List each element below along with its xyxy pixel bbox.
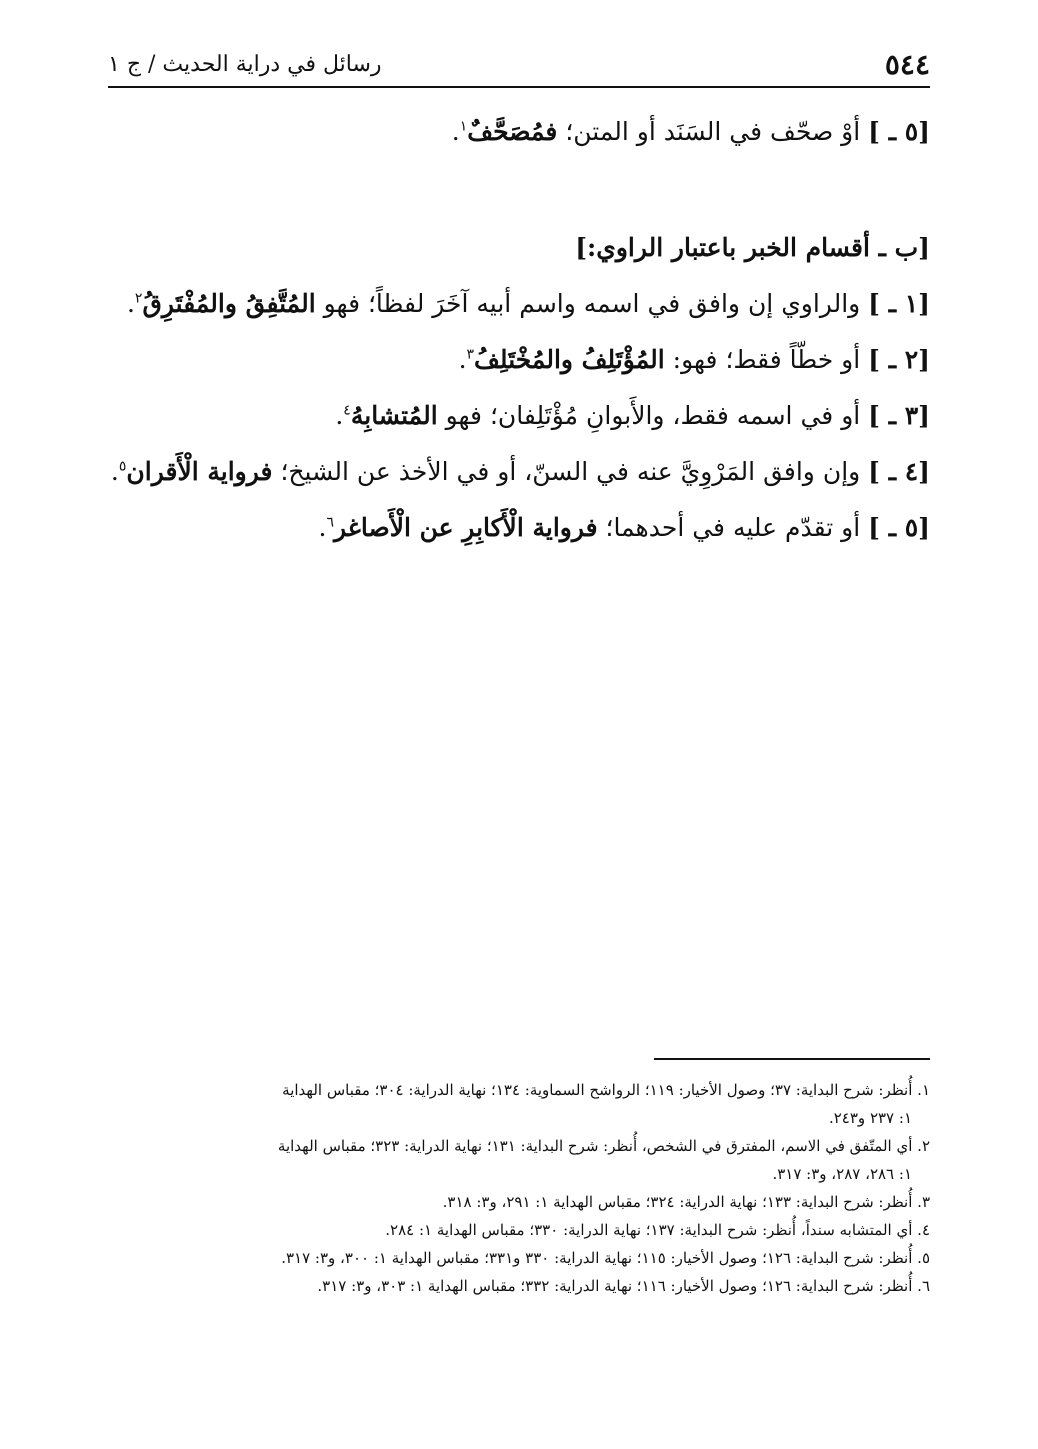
main-text [108,104,930,556]
footnote [108,1244,930,1272]
section-heading: [ب ـ أقسام الخبر باعتبار الراوي:] [575,233,930,262]
item-text: وإن وافق المَرْوِيَّ عنه في السنّ، أو في الأخذ عن الشيخ؛ [272,457,869,486]
line-end: . [126,289,135,318]
item-text: والراوي إن وافق في اسمه واسم أبيه آخَرَ لفظاً؛ فهو [315,289,869,318]
book-title: رسائل في دراية الحديث / ج ١ [108,51,382,77]
item-text: أو في اسمه فقط، والأَبوانِ مُؤْتَلِفان؛ فهو [437,401,869,430]
running-head [108,44,930,84]
text-line [108,500,930,556]
footnote [108,1216,930,1244]
footnotes [108,1076,930,1300]
item-number: [٥ ـ ] [868,117,930,146]
header-rule [108,86,930,88]
term: المُتشابِهُ [350,401,438,430]
line-end: . [110,457,119,486]
term: المُتَّفِقُ والمُفْتَرِقُ [142,289,316,318]
term: فرواية الْأَقران [126,457,273,486]
item-number: [٥ ـ ] [868,513,930,542]
text-line [108,276,930,332]
footnote [108,1188,930,1216]
text-line [108,104,930,160]
footnote [108,1132,930,1188]
text-line [108,388,930,444]
footnote-ref: ٥ [118,458,127,475]
text-line [108,444,930,500]
line-end: . [318,513,327,542]
item-text: أوْ صحّف في السَنَد أو المتن؛ [557,117,869,146]
item-number: [٤ ـ ] [868,457,930,486]
footnote-text: ٣. أُنظر: شرح البداية: ١٣٣؛ نهاية الدراية: ٣٢٤؛ مقباس الهداية ١: ٢٩١، و٣: ٣١٨. [442,1193,930,1211]
term: فمُصَحَّفٌ [467,117,558,146]
line-end: . [335,401,344,430]
item-number: [١ ـ ] [868,289,930,318]
footnote-text: ٦. أُنظر: شرح البداية: ١٢٦؛ وصول الأخيار: ١١٦؛ نهاية الدراية: ٣٣٢؛ مقباس الهداية ١: ٣٠٣، و٣: ٣١٧. [317,1277,930,1295]
footnote-text: ٤. أي المتشابه سنداً، أُنظر: شرح البداية: ١٣٧؛ نهاية الدراية: ٣٣٠؛ مقباس الهداية ١: ٢٨٤. [385,1221,930,1239]
item-text: أو تقدّم عليه في أحدهما؛ [597,513,869,542]
footnote-ref: ٢ [134,290,143,307]
paragraph-gap [108,160,930,220]
footnote-continuation: ١: ٢٨٦، ٢٨٧، و٣: ٣١٧. [772,1165,912,1183]
line-end: . [451,117,460,146]
footnote [108,1272,930,1300]
footnote [108,1076,930,1132]
footnote-ref: ١ [459,118,468,135]
footnote-text: ٢. أي المتّفق في الاسم، المفترق في الشخص، أُنظر: شرح البداية: ١٣١؛ نهاية الدراية: ٣٢٣؛ مقباس الهداية [277,1137,930,1155]
footnote-ref: ٣ [466,346,475,363]
item-text: أو خطّاً فقط؛ فهو: [664,345,869,374]
footnote-text: ١. أُنظر: شرح البداية: ٣٧؛ وصول الأخيار: ١١٩؛ الرواشح السماوية: ١٣٤؛ نهاية الدراية: ٣٠٤؛ مقباس الهداية [282,1081,930,1099]
footnote-rule [654,1058,930,1060]
term: فرواية الْأَكابِرِ عن الْأَصاغر [334,513,598,542]
text-line [108,332,930,388]
footnote-continuation: ١: ٢٣٧ و٢٤٣. [828,1109,912,1127]
line-end: . [458,345,467,374]
item-number: [٣ ـ ] [868,401,930,430]
page-number: ٥٤٤ [884,47,930,81]
footnote-text: ٥. أُنظر: شرح البداية: ١٢٦؛ وصول الأخيار: ١١٥؛ نهاية الدراية: ٣٣٠ و٣٣١؛ مقباس الهداية ١: ٣٠٠، و٣: ٣١٧. [281,1249,930,1267]
item-number: [٢ ـ ] [868,345,930,374]
footnote-ref: ٤ [343,402,351,419]
footnote-ref: ٦ [326,514,335,531]
term: المُؤْتَلِفُ والمُخْتَلِفُ [474,345,665,374]
